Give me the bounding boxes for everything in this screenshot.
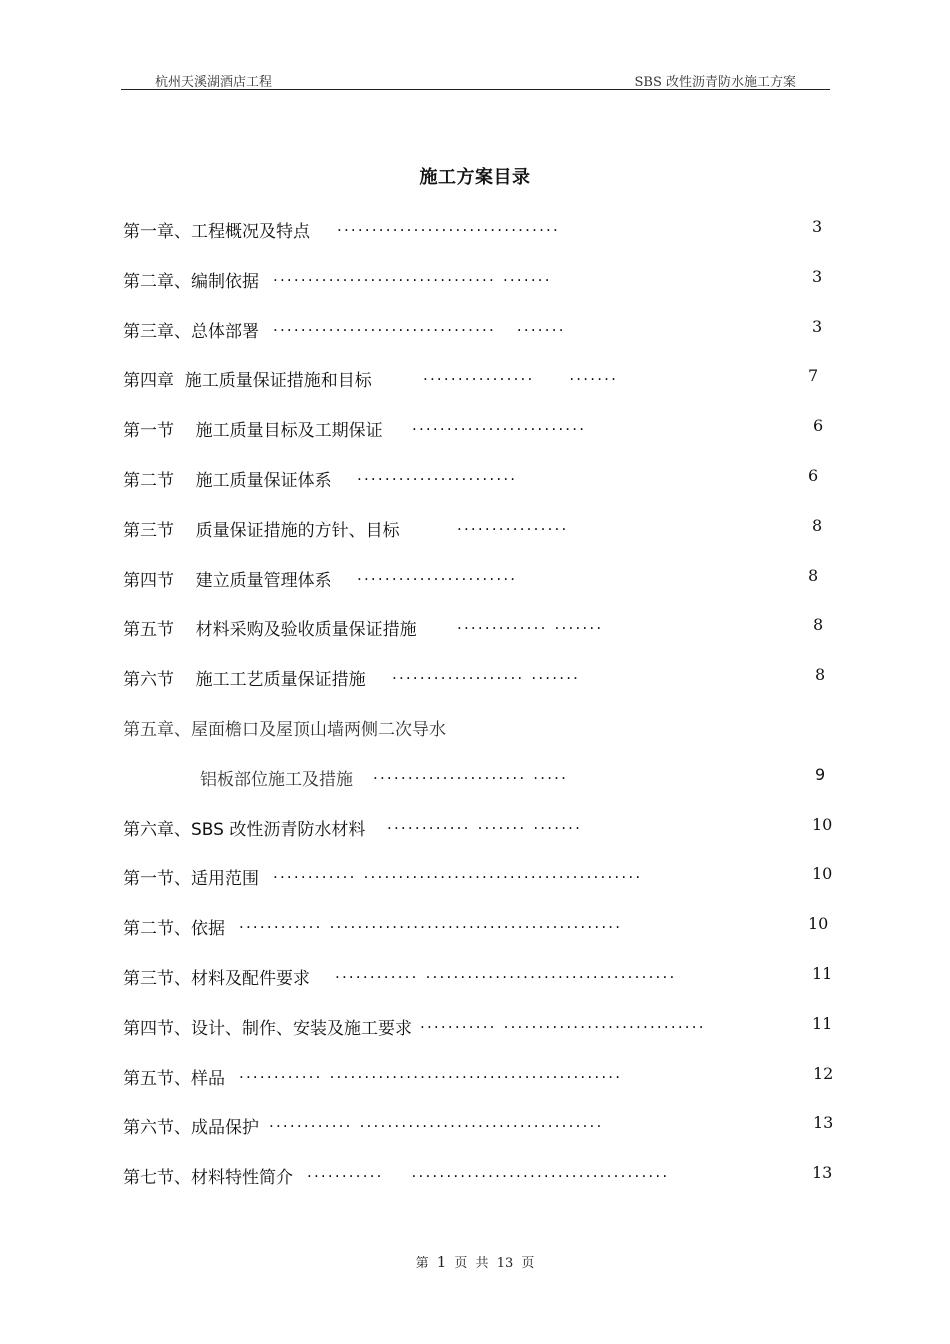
toc-entry-page: 10 bbox=[812, 815, 833, 834]
toc-entry-dots: ................ ....... bbox=[423, 366, 619, 384]
toc-entry-page: 3 bbox=[812, 267, 823, 286]
toc-entry-dots: ....................... bbox=[357, 566, 518, 584]
toc-entry-chapter-3[interactable] bbox=[123, 317, 843, 341]
toc-entry-label: 第六章、SBS 改性沥青防水材料 bbox=[123, 820, 366, 840]
toc-entry-section-4-4[interactable] bbox=[123, 566, 843, 590]
toc-entry-label: 铝板部位施工及措施 bbox=[200, 770, 353, 790]
toc-entry-chapter-1[interactable] bbox=[123, 217, 843, 241]
page-footer bbox=[0, 1252, 950, 1271]
toc-entry-page: 6 bbox=[808, 466, 819, 485]
toc-entry-page: 8 bbox=[812, 516, 823, 535]
toc-entry-page: 12 bbox=[813, 1064, 834, 1083]
toc-entry-chapter-6[interactable] bbox=[123, 815, 843, 839]
toc-entry-page: 13 bbox=[813, 1113, 834, 1132]
toc-entry-section-4-5[interactable] bbox=[123, 615, 843, 639]
toc-entry-dots: ............ ....... ....... bbox=[387, 815, 583, 833]
toc-entry-label: 第一节、适用范围 bbox=[123, 869, 259, 889]
toc-entry-label: 第六节、成品保护 bbox=[123, 1118, 259, 1138]
toc-entry-dots: ...................... ..... bbox=[373, 765, 569, 783]
toc-entry-page: 13 bbox=[812, 1163, 833, 1182]
toc-entry-section-6-4[interactable] bbox=[123, 1014, 843, 1038]
toc-entry-chapter-5-cont[interactable] bbox=[123, 765, 843, 789]
toc-entry-dots: ........... ..................................... bbox=[307, 1163, 670, 1181]
toc-entry-section-6-3[interactable] bbox=[123, 964, 843, 988]
footer-total-pages: 13 bbox=[496, 1256, 514, 1271]
toc-entry-dots: ................................ bbox=[337, 217, 560, 235]
toc-entry-chapter-2[interactable] bbox=[123, 267, 843, 291]
toc-entry-label: 第二节 施工质量保证体系 bbox=[123, 471, 332, 491]
footer-prefix: 第 bbox=[415, 1256, 429, 1271]
toc-entry-label: 第七节、材料特性简介 bbox=[123, 1168, 293, 1188]
toc-entry-dots: ................................ ....... bbox=[273, 267, 552, 285]
toc-entry-label: 第五节 材料采购及验收质量保证措施 bbox=[123, 620, 417, 640]
toc-title: 施工方案目录 bbox=[419, 167, 531, 188]
toc-entry-dots: ............ ........................................ bbox=[273, 864, 643, 882]
toc-entry-dots: ............ .......................................... bbox=[239, 914, 623, 932]
toc-entry-page: 3 bbox=[812, 317, 823, 336]
toc-entry-section-6-6[interactable] bbox=[123, 1113, 843, 1137]
toc-entry-label: 第五章、屋面檐口及屋顶山墙两侧二次导水 bbox=[123, 720, 446, 740]
toc-entry-dots: ................................ ....... bbox=[273, 317, 566, 335]
toc-entry-label: 第四节 建立质量管理体系 bbox=[123, 571, 332, 591]
toc-entry-dots: ................... ....... bbox=[392, 665, 581, 683]
toc-entry-page: 8 bbox=[813, 615, 824, 634]
toc-entry-chapter-4[interactable] bbox=[123, 366, 843, 390]
toc-entry-page: 10 bbox=[812, 864, 833, 883]
toc-entry-chapter-5[interactable] bbox=[123, 715, 843, 739]
footer-middle: 页 共 bbox=[454, 1256, 489, 1271]
toc-entry-page: 7 bbox=[808, 366, 819, 385]
toc-entry-section-6-2[interactable] bbox=[123, 914, 843, 938]
toc-entry-dots: ............ .......................................... bbox=[239, 1064, 623, 1082]
toc-entry-label: 第一章、工程概况及特点 bbox=[123, 222, 310, 242]
toc-entry-page: 8 bbox=[808, 566, 819, 585]
toc-entry-label: 第三节 质量保证措施的方针、目标 bbox=[123, 521, 400, 541]
toc-entry-page: 9 bbox=[815, 765, 826, 784]
toc-entry-label: 第三章、总体部署 bbox=[123, 322, 259, 342]
footer-current-page: 1 bbox=[436, 1253, 447, 1271]
page-header bbox=[121, 70, 830, 90]
toc-entry-section-6-7[interactable] bbox=[123, 1163, 843, 1187]
toc-entry-label: 第六节 施工工艺质量保证措施 bbox=[123, 670, 366, 690]
toc-entry-page: 11 bbox=[812, 964, 833, 983]
toc-entry-section-4-2[interactable] bbox=[123, 466, 843, 490]
toc-entry-label: 第二章、编制依据 bbox=[123, 272, 259, 292]
toc-entry-section-4-3[interactable] bbox=[123, 516, 843, 540]
toc-entry-section-6-5[interactable] bbox=[123, 1064, 843, 1088]
toc-entry-section-4-1[interactable] bbox=[123, 416, 843, 440]
header-project-name: 杭州天溪湖酒店工程 bbox=[155, 75, 273, 90]
toc-entry-page: 8 bbox=[815, 665, 826, 684]
footer-suffix: 页 bbox=[521, 1256, 535, 1271]
toc-entry-label: 第一节 施工质量目标及工期保证 bbox=[123, 421, 383, 441]
toc-entry-page: 3 bbox=[812, 217, 823, 236]
toc-entry-dots: ................ bbox=[457, 516, 569, 534]
toc-entry-label: 第五节、样品 bbox=[123, 1069, 225, 1089]
toc-entry-label: 第二节、依据 bbox=[123, 919, 225, 939]
toc-entry-page: 10 bbox=[808, 914, 829, 933]
toc-entry-dots: ............. ....... bbox=[457, 615, 604, 633]
toc-entry-label: 第三节、材料及配件要求 bbox=[123, 969, 310, 989]
toc-entry-section-6-1[interactable] bbox=[123, 864, 843, 888]
header-document-name: SBS 改性沥青防水施工方案 bbox=[634, 75, 796, 90]
toc-entry-page: 6 bbox=[813, 416, 824, 435]
toc-entry-dots: ............ .................................... bbox=[335, 964, 677, 982]
toc-entry-label: 第四节、设计、制作、安装及施工要求 bbox=[123, 1019, 412, 1039]
toc-entry-dots: ........... ............................. bbox=[420, 1014, 706, 1032]
toc-entry-dots: ......................... bbox=[412, 416, 587, 434]
toc-entry-dots: ....................... bbox=[357, 466, 518, 484]
toc-entry-label: 第四章 施工质量保证措施和目标 bbox=[123, 371, 372, 391]
toc-entry-page: 11 bbox=[812, 1014, 833, 1033]
toc-entry-dots: ............ ................................... bbox=[269, 1113, 604, 1131]
toc-entry-section-4-6[interactable] bbox=[123, 665, 843, 689]
